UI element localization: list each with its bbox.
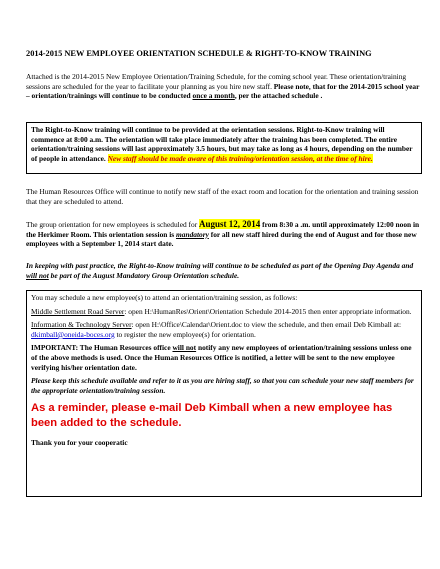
document-title: 2014-2015 NEW EMPLOYEE ORIENTATION SCHEDULE & RIGHT-TO-KNOW TRAINING <box>26 49 372 58</box>
thank-you-text: Thank you for your cooperatic <box>31 438 128 448</box>
intro-text-1: Attached is the 2014-2015 New Employee Orientation/Training Schedule, for the coming school year. These orientation/training sessions are scheduled for the year to facilitate your planning as you hire new staff. <box>26 72 407 91</box>
please-note-label: Please note <box>273 81 309 91</box>
past-practice-paragraph <box>26 261 422 280</box>
intro-text-2: , that for the 2014-2015 school year – orientation/trainings will continue to be conducted <box>26 81 420 101</box>
its-server-text-1: : open H:\Office\Calendar\Orient.doc to view the schedule, and then email Deb Kimball at: <box>131 320 402 330</box>
its-server-label: Information & Technology Server <box>31 320 132 330</box>
please-keep-note: Please keep this schedule available and refer to it as you are hiring staff, so that you can schedule your new staff members for the appropriate orientation/training session. <box>31 376 414 395</box>
email-link[interactable]: dkimball@oneida-boces.org <box>31 329 115 339</box>
its-server-item <box>31 320 417 339</box>
important-notice <box>31 343 417 372</box>
new-staff-highlight: New staff should be made aware of this training/orientation session, at the time of hire. <box>107 153 373 163</box>
group-orientation-paragraph <box>26 220 422 249</box>
right-to-know-text: The Right-to-Know training will continue to be provided at the orientation sessions. Right-to-Know training will commence at 8:00 a.m. The orientation will take place immediately after the training has been completed. The entire orientation/training sessions will last approximately 3.5 hours, but may take as long as 4 hours, depending on the number of people in attendance. <box>31 125 413 163</box>
msr-server-text: : open H:\HumanRes\Orient\Orientation Schedule 2014-2015 then enter appropriate information. <box>124 306 412 316</box>
group-text-1: The group orientation for new employees is scheduled for <box>26 220 198 229</box>
hr-notify-paragraph: The Human Resources Office will continue to notify new staff of the exact room and location for the orientation and training session that they are scheduled to attend. <box>26 187 419 206</box>
scheduling-box <box>26 290 422 497</box>
practice-text-2: be part of the August Mandatory Group Orientation schedule. <box>50 270 240 280</box>
intro-text-3: , per the attached schedule . <box>234 91 323 101</box>
important-text-2: notify any new employees of orientation/training sessions unless one of the above methods is used. Once the Human Resources Office is notified, a letter will be sent to the new employee verifying his/her orientation date. <box>31 343 412 372</box>
group-text-3: for all new staff hired during the end of August and for those new employees with a September 1, 2014 start date. <box>26 229 417 249</box>
its-server-text-2: to register the new employee(s) for orientation. <box>114 329 256 339</box>
schedule-intro: You may schedule a new employee(s) to attend an orientation/training session, as follows: <box>31 293 298 302</box>
intro-paragraph <box>26 72 422 101</box>
reminder-text: As a reminder, please e-mail Deb Kimball when a new employee has been added to the schedule. <box>31 402 393 430</box>
mandatory-text: mandatory <box>176 229 209 239</box>
msr-server-item <box>31 307 417 317</box>
will-not-text: will not <box>26 270 49 280</box>
important-will-not: will not <box>172 343 197 353</box>
orientation-date: August 12, 2014 <box>199 219 261 229</box>
once-a-month-text: once a month <box>192 91 235 101</box>
group-text-2: from 8:30 a .m. until approximately 12:00 noon in the Herkimer Room. This orientation session is <box>26 220 420 239</box>
important-text-1: The Human Resources office <box>78 343 171 353</box>
msr-server-label: Middle Settlement Road Server <box>31 306 125 316</box>
important-label: IMPORTANT: <box>31 343 79 353</box>
practice-text-1: In keeping with past practice, the Right-to-Know training will continue to be scheduled as part of the Opening Day Agenda and <box>26 261 414 270</box>
right-to-know-box <box>26 122 422 174</box>
